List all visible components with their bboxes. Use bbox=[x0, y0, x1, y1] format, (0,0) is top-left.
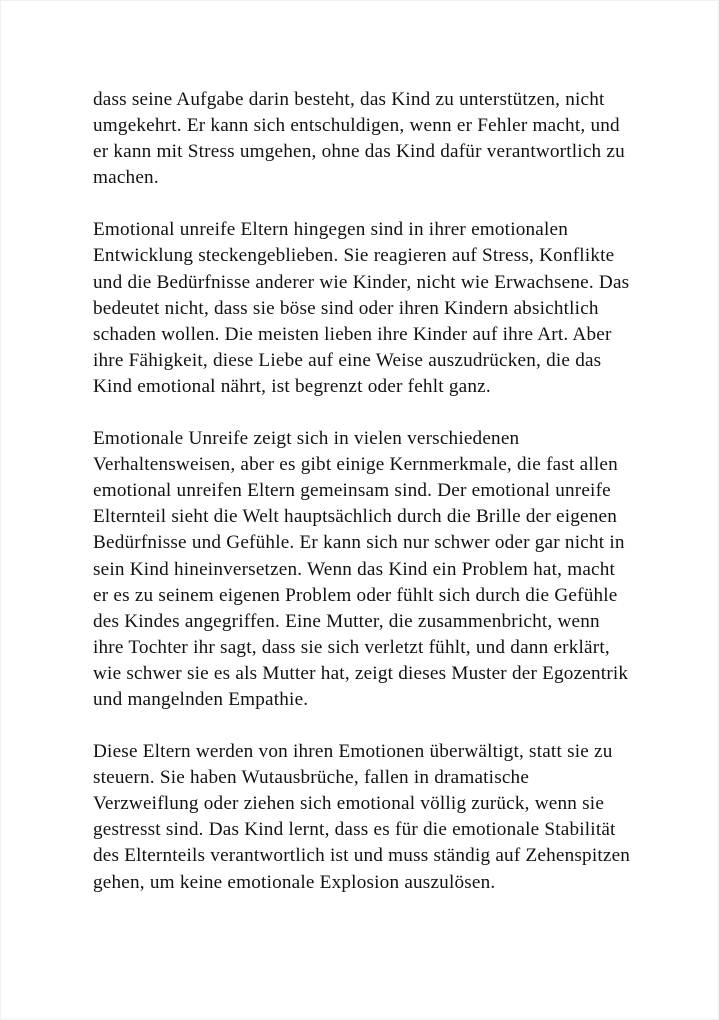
paragraph-1: dass seine Aufgabe darin besteht, das Kind zu unterstützen, nicht umgekehrt. Er kann sich entschuldigen, wenn er Fehler macht, und er kann mit Stress umgehen, ohne das Kind dafür verantwortlich zu machen. bbox=[93, 89, 625, 189]
body-text-column bbox=[93, 87, 633, 896]
paragraph-3: Emotionale Unreife zeigt sich in vielen verschiedenen Verhaltensweisen, aber es gibt einige Kernmerkmale, die fast allen emotional unreifen Eltern gemeinsam sind. Der emotional unreife Elternteil sieht die Welt hauptsächlich durch die Brille der eigenen Bedürfnisse und Gefühle. Er kann sich nur schwer oder gar nicht in sein Kind hineinversetzen. Wenn das Kind ein Problem hat, macht er es zu seinem eigenen Problem oder fühlt sich durch die Gefühle des Kindes angegriffen. Eine Mutter, die zusammenbricht, wenn ihre Tochter ihr sagt, dass sie sich verletzt fühlt, und dann erklärt, wie schwer sie es als Mutter hat, zeigt dieses Muster der Egozentrik und mangelnden Empathie. bbox=[93, 428, 629, 710]
paragraph-4: Diese Eltern werden von ihren Emotionen überwältigt, statt sie zu steuern. Sie haben Wutausbrüche, fallen in dramatische Verzweiflung oder ziehen sich emotional völlig zurück, wenn sie gestresst sind. Das Kind lernt, dass es für die emotionale Stabilität des Elternteils verantwortlich ist und muss ständig auf Zehenspitzen gehen, um keine emotionale Explosion auszulösen. bbox=[93, 741, 631, 893]
paragraph-2: Emotional unreife Eltern hingegen sind in ihrer emotionalen Entwicklung steckengeblieben. Sie reagieren auf Stress, Konflikte und die Bedürfnisse anderer wie Kinder, nicht wie Erwachsene. Das bedeutet nicht, dass sie böse sind oder ihren Kindern absichtlich schaden wollen. Die meisten lieben ihre Kinder auf ihre Art. Aber ihre Fähigkeit, diese Liebe auf eine Weise auszudrücken, die das Kind emotional nährt, ist begrenzt oder fehlt ganz. bbox=[93, 219, 630, 397]
